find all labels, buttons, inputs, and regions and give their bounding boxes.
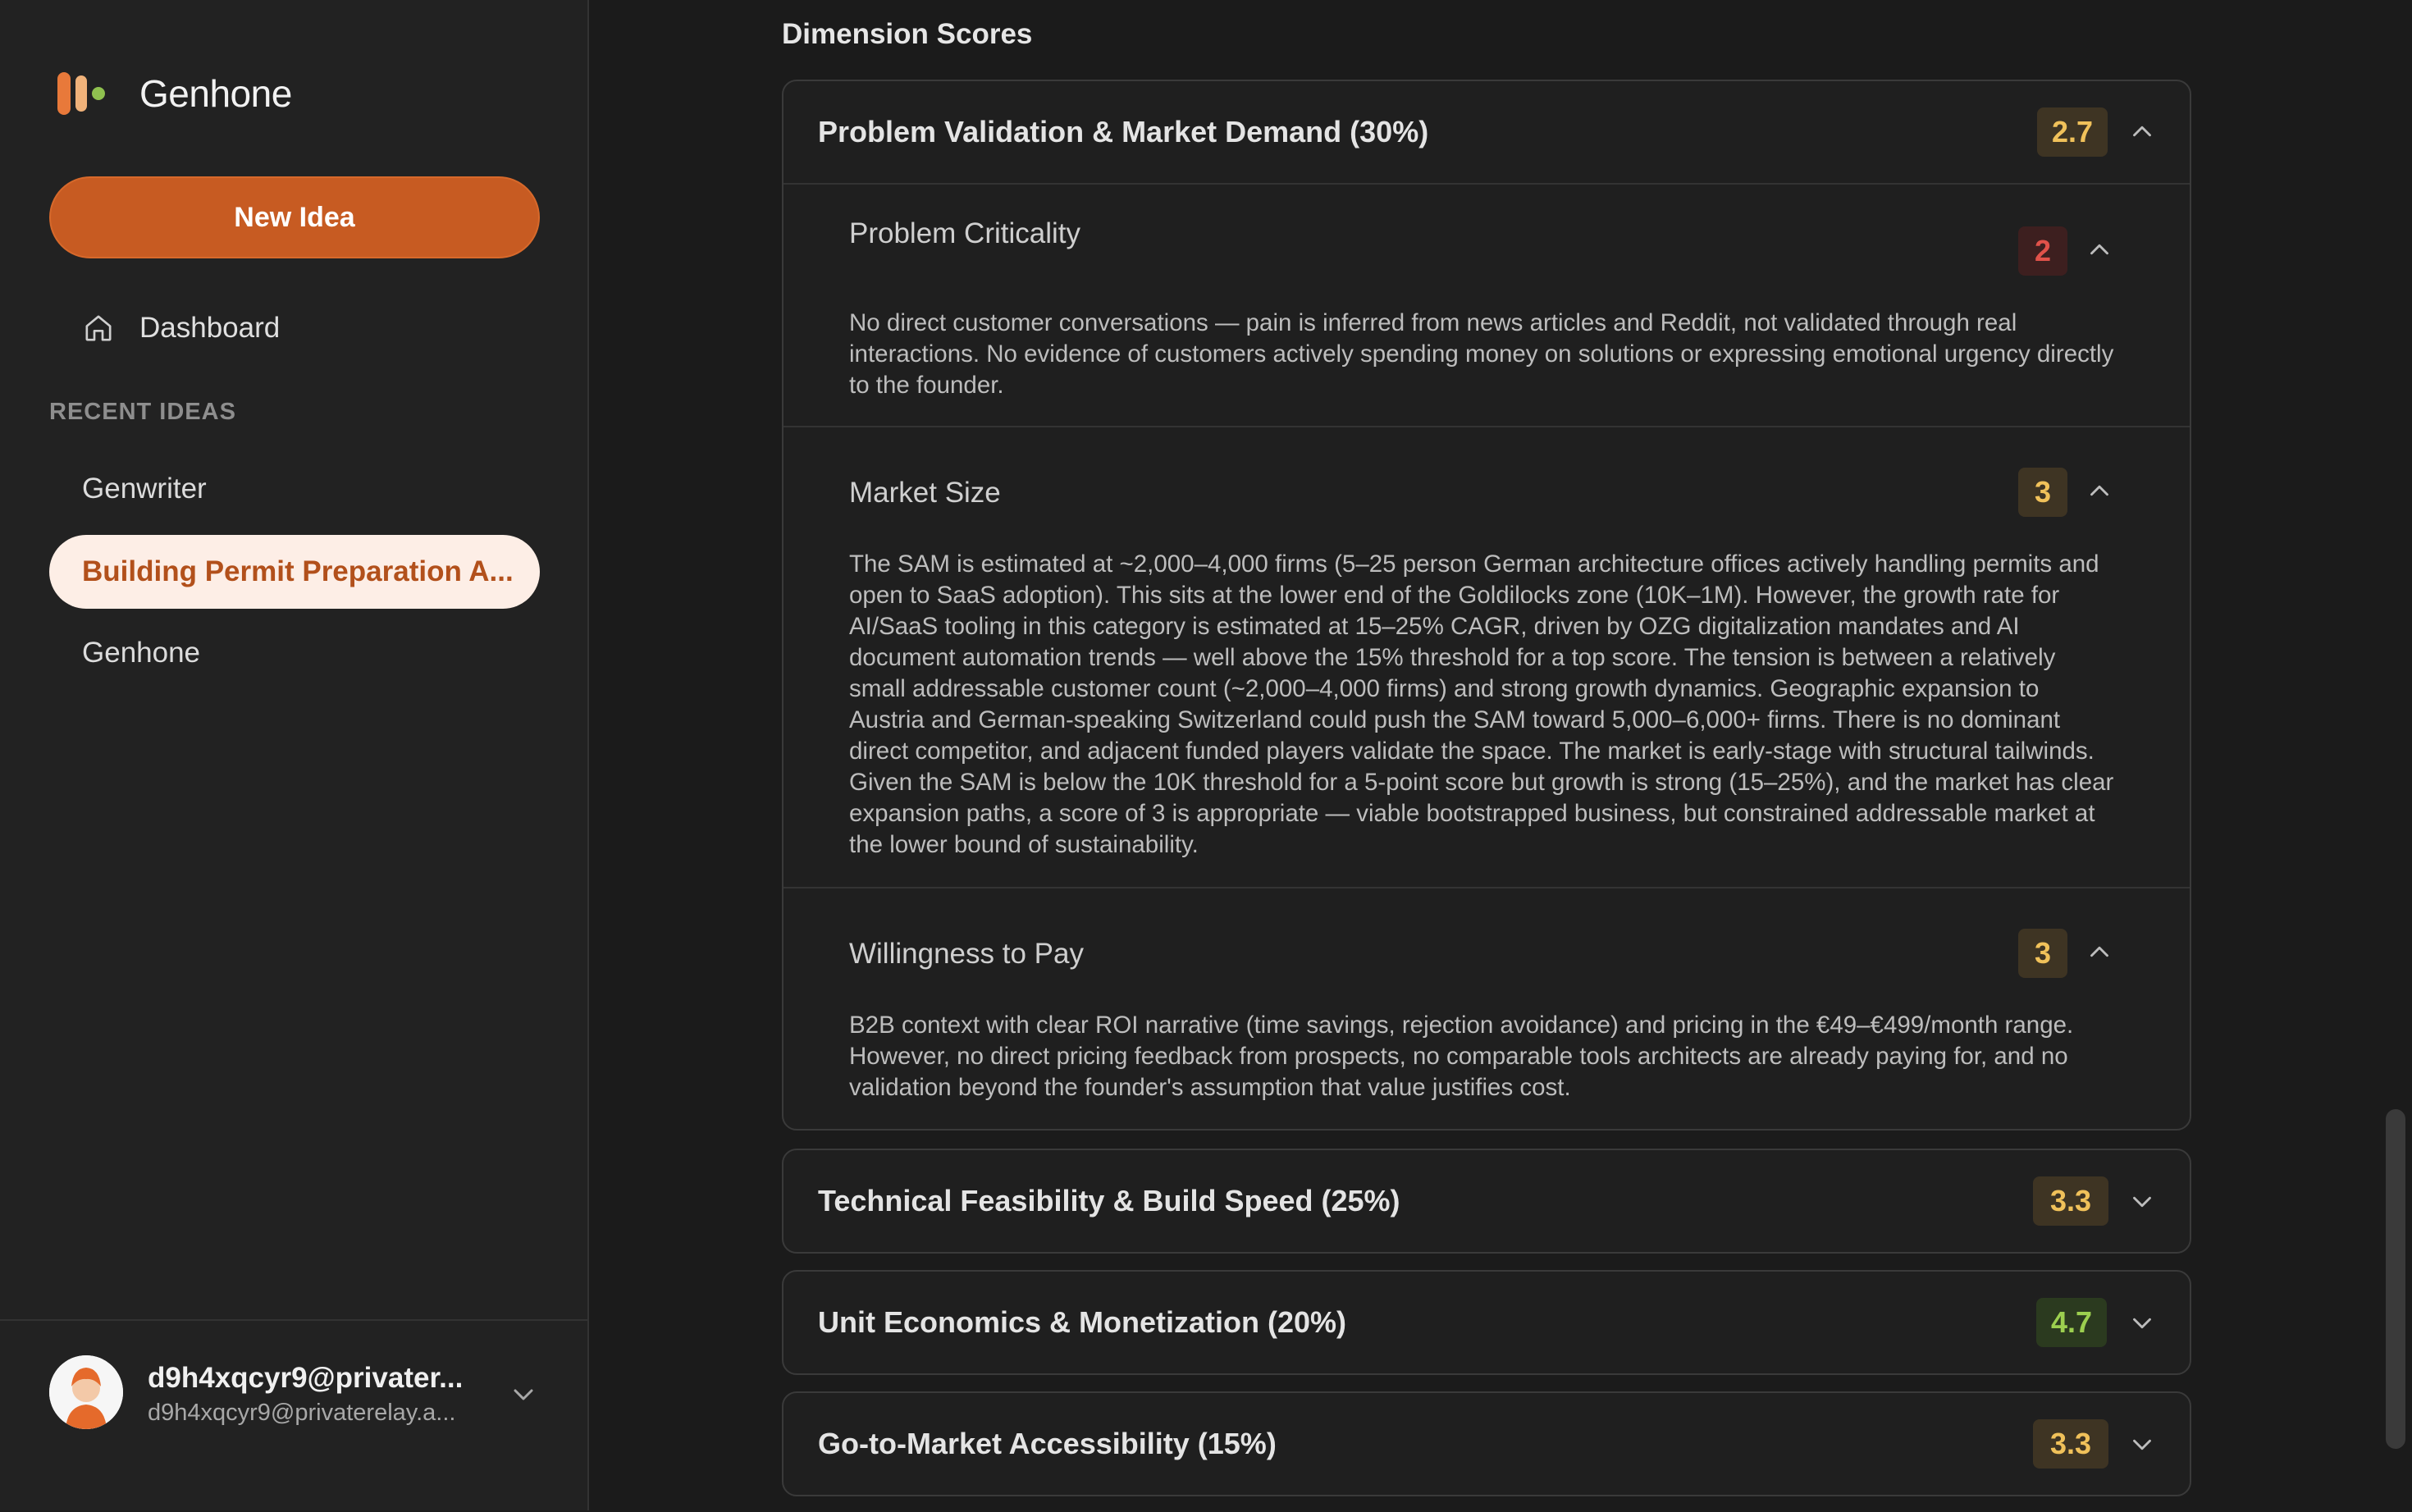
recent-idea-item[interactable]: Genhone <box>82 637 201 669</box>
user-email: d9h4xqcyr9@privaterelay.a... <box>148 1400 456 1426</box>
new-idea-button[interactable]: New Idea <box>49 176 540 258</box>
sub-dimension-title: Market Size <box>849 477 1001 509</box>
avatar <box>49 1355 123 1429</box>
score-badge: 4.7 <box>2036 1298 2107 1347</box>
chevron-up-icon[interactable] <box>2084 936 2115 967</box>
dimension-title: Technical Feasibility & Build Speed (25%) <box>818 1184 1400 1217</box>
dimension-title: Problem Validation & Market Demand (30%) <box>818 115 1429 148</box>
sidebar-item-dashboard[interactable] <box>82 305 280 351</box>
home-icon <box>82 312 115 345</box>
dimension-card[interactable] <box>782 1149 2191 1254</box>
sidebar <box>0 0 589 1510</box>
sub-dimension <box>783 887 2190 1130</box>
chevron-down-icon[interactable] <box>2126 1429 2158 1460</box>
chevron-down-icon[interactable] <box>2126 1186 2158 1217</box>
sub-dimension-description: The SAM is estimated at ~2,000–4,000 firms (5–25 person German architecture offices actively handling permits and open to SaaS adoption). This sits at the lower end of the Goldilocks zone (10K–1M). However, the growth rate for AI/SaaS tooling in this category is estimated at 15–25% CAGR, driven by OZG digitalization mandates and AI document automation trends — well above the 15% threshold for a top score. The tension is between a relatively small addressable customer count (~2,000–4,000 firms) and strong growth dynamics. Geographic expansion to Austria and German-speaking Switzerland could push the SAM toward 5,000–6,000+ firms. There is no dominant direct competitor, and adjacent funded players validate the space. The market is early-stage with structural tailwinds. Given the SAM is below the 10K threshold for a 5-point score but growth is strong (15–25%), and the market has clear expansion paths, a score of 3 is appropriate — viable bootstrapped business, but constrained addressable market at the lower bound of sustainability. <box>849 550 2114 858</box>
sub-dimension-title: Problem Criticality <box>849 217 1080 249</box>
dimension-header[interactable] <box>783 81 2190 183</box>
chevron-up-icon[interactable] <box>2126 116 2158 147</box>
dimension-header[interactable] <box>783 1393 2190 1495</box>
sub-dimension <box>783 426 2190 887</box>
user-name: d9h4xqcyr9@privater... <box>148 1362 464 1394</box>
score-badge: 2.7 <box>2037 107 2108 157</box>
score-badge: 3 <box>2018 468 2067 517</box>
score-badge: 3.3 <box>2033 1419 2108 1469</box>
recent-ideas-heading: RECENT IDEAS <box>49 399 236 425</box>
recent-idea-item-active[interactable]: Building Permit Preparation A... <box>49 535 540 609</box>
chevron-up-icon[interactable] <box>2084 475 2115 506</box>
sub-dimension-title: Willingness to Pay <box>849 938 1084 970</box>
chevron-up-icon[interactable] <box>2084 234 2115 265</box>
dimension-header[interactable] <box>783 1272 2190 1373</box>
dimension-card[interactable] <box>782 1391 2191 1496</box>
logo-icon <box>57 71 108 116</box>
chevron-down-icon[interactable] <box>507 1378 540 1411</box>
section-title: Dimension Scores <box>782 18 1033 50</box>
sub-dimension-description: No direct customer conversations — pain is inferred from news articles and Reddit, not validated through real interactions. No evidence of customers actively spending money on solutions or expressing emotional urgency directly to the founder. <box>849 309 2114 399</box>
recent-idea-item[interactable]: Genwriter <box>82 473 207 505</box>
score-badge: 3.3 <box>2033 1176 2108 1226</box>
sub-dimension-description: B2B context with clear ROI narrative (time savings, rejection avoidance) and pricing in the €49–€499/month range. However, no direct pricing feedback from prospects, no comparable tools architects are already paying for, and no validation beyond the founder's assumption that value justifies cost. <box>849 1012 2074 1101</box>
dimension-header[interactable] <box>783 1150 2190 1252</box>
dimension-card <box>782 80 2191 1131</box>
scrollbar[interactable] <box>2386 1109 2405 1449</box>
dimension-title: Go-to-Market Accessibility (15%) <box>818 1427 1277 1460</box>
user-menu[interactable] <box>0 1319 587 1512</box>
score-badge: 2 <box>2018 226 2067 276</box>
score-badge: 3 <box>2018 929 2067 978</box>
dimension-card[interactable] <box>782 1270 2191 1375</box>
sidebar-item-label: Dashboard <box>139 312 281 344</box>
app-logo[interactable] <box>57 71 292 116</box>
dimension-title: Unit Economics & Monetization (20%) <box>818 1305 1347 1339</box>
chevron-down-icon[interactable] <box>2126 1308 2158 1339</box>
app-name: Genhone <box>139 72 292 115</box>
sub-dimension <box>783 183 2190 426</box>
